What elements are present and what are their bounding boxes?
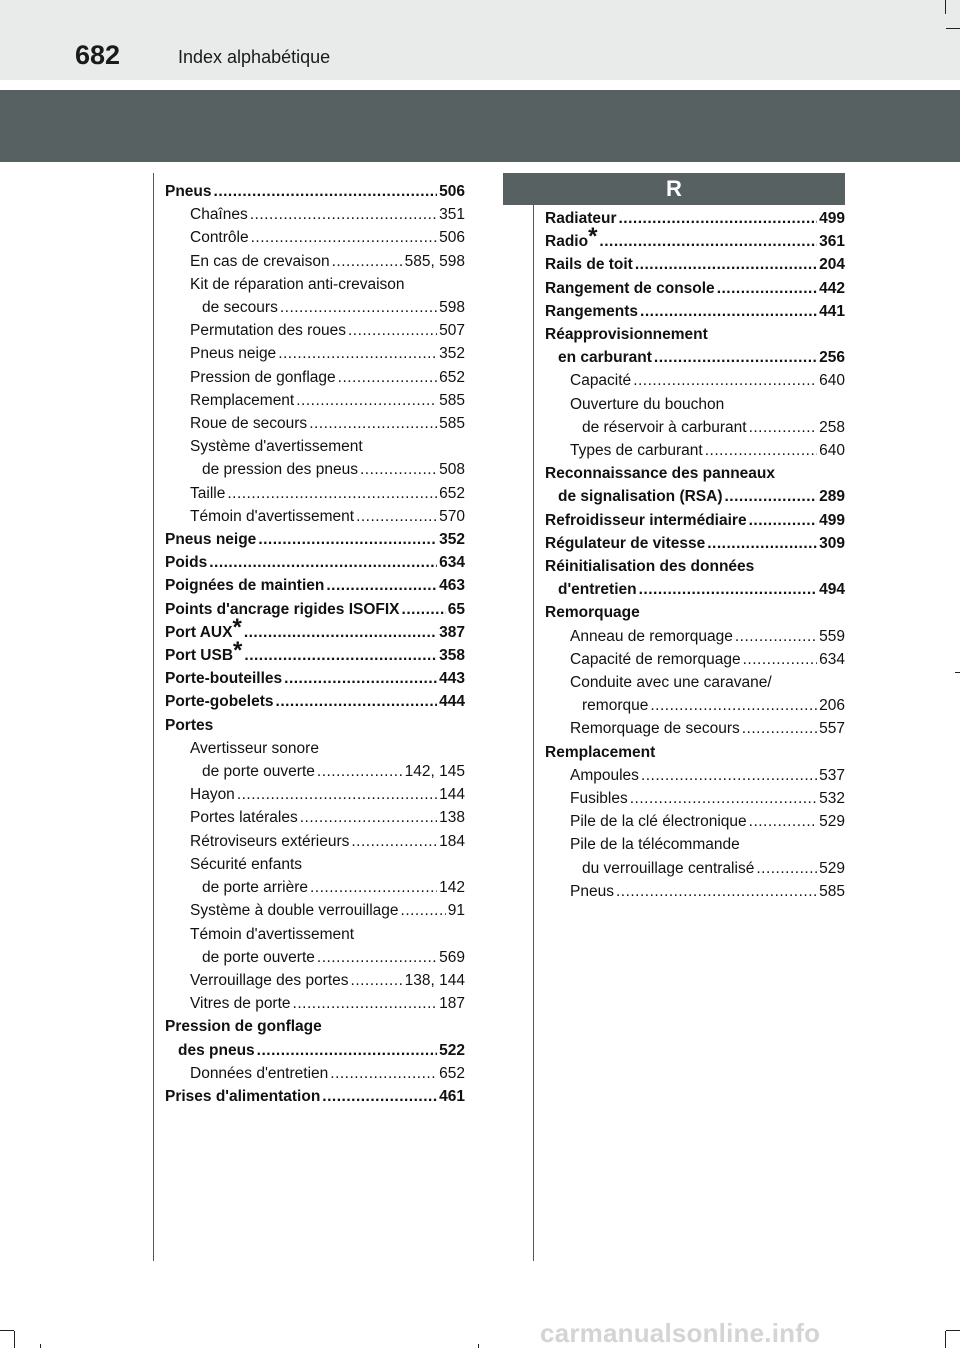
index-entry bbox=[545, 346, 845, 369]
index-entry-page[interactable]: 557 bbox=[819, 720, 845, 738]
header-dark-band bbox=[0, 90, 960, 162]
index-entry bbox=[545, 369, 845, 392]
index-entry-page[interactable]: 506 bbox=[439, 229, 465, 247]
index-entry bbox=[165, 969, 465, 992]
index-entry bbox=[165, 389, 465, 412]
dot-leader bbox=[356, 505, 437, 528]
index-entry-label: Chaînes bbox=[190, 206, 248, 224]
crop-mark bbox=[945, 0, 946, 14]
header-band bbox=[0, 0, 960, 80]
index-entry-label: Pile de la clé électronique bbox=[570, 813, 747, 831]
index-entry bbox=[165, 226, 465, 249]
dot-leader bbox=[300, 806, 437, 829]
dot-leader bbox=[402, 598, 446, 621]
index-entry-label: Rétroviseurs extérieurs bbox=[190, 832, 350, 850]
index-entry bbox=[165, 1039, 465, 1062]
index-entry-label: Refroidisseur intermédiaire bbox=[545, 511, 747, 529]
crop-mark bbox=[478, 1344, 479, 1348]
index-entry-label: Roue de secours bbox=[190, 415, 308, 433]
dot-leader bbox=[296, 389, 437, 412]
index-entry-page[interactable]: 570 bbox=[439, 507, 465, 525]
index-entry-page[interactable]: 537 bbox=[819, 766, 845, 784]
dot-leader bbox=[756, 857, 817, 880]
dot-leader bbox=[257, 1039, 437, 1062]
index-entry bbox=[165, 760, 465, 783]
index-entry-page[interactable]: 138, 144 bbox=[404, 971, 465, 989]
index-entry-label: remorque bbox=[582, 697, 649, 715]
dot-leader bbox=[309, 412, 437, 435]
index-entry-page[interactable]: 585 bbox=[439, 391, 465, 409]
index-entry bbox=[545, 833, 845, 856]
index-entry bbox=[165, 598, 465, 621]
dot-leader bbox=[237, 783, 437, 806]
index-entry-page[interactable]: 206 bbox=[819, 697, 845, 715]
index-entry-page[interactable]: 585 bbox=[439, 415, 465, 433]
dot-leader bbox=[654, 346, 817, 369]
dot-leader bbox=[250, 203, 437, 226]
dot-leader bbox=[280, 296, 437, 319]
crop-mark bbox=[946, 28, 960, 29]
index-entry-label: Types de carburant bbox=[570, 442, 703, 460]
index-entry bbox=[545, 857, 845, 880]
index-entry bbox=[545, 462, 845, 485]
dot-leader bbox=[725, 485, 818, 508]
index-entry-page[interactable]: 522 bbox=[439, 1041, 465, 1059]
index-entry bbox=[545, 416, 845, 439]
index-entry-label: Pneus bbox=[570, 882, 614, 900]
index-entry bbox=[165, 551, 465, 574]
index-entry-label: Pile de la télécommande bbox=[570, 836, 740, 854]
dot-leader bbox=[351, 969, 403, 992]
index-entry-page[interactable]: 507 bbox=[439, 322, 465, 340]
index-entry-page[interactable]: 187 bbox=[439, 995, 465, 1013]
index-entry bbox=[165, 412, 465, 435]
index-entry bbox=[165, 1015, 465, 1038]
crop-mark bbox=[945, 1331, 946, 1348]
index-entry bbox=[545, 532, 845, 555]
index-entry bbox=[545, 485, 845, 508]
index-entry bbox=[165, 992, 465, 1015]
index-entry bbox=[165, 667, 465, 690]
index-entry-page[interactable]: 444 bbox=[439, 693, 465, 711]
index-entry-page[interactable]: 640 bbox=[819, 372, 845, 390]
index-entry bbox=[545, 509, 845, 532]
index-entry-label: Conduite avec une caravane/ bbox=[570, 674, 772, 692]
left-column-rule bbox=[153, 173, 154, 1261]
index-entry bbox=[165, 853, 465, 876]
index-entry-page[interactable]: 204 bbox=[819, 256, 845, 274]
index-entry bbox=[545, 694, 845, 717]
dot-leader bbox=[322, 1085, 437, 1108]
index-entry-label: Hayon bbox=[190, 786, 235, 804]
index-entry-page[interactable]: 463 bbox=[439, 577, 465, 595]
index-entry-label: Rangements bbox=[545, 302, 639, 320]
index-entry-label: Pression de gonflage bbox=[165, 1018, 322, 1036]
index-entry-page[interactable]: 640 bbox=[819, 442, 845, 460]
index-entry-label: Poignées de maintien bbox=[165, 577, 325, 595]
index-entry bbox=[165, 482, 465, 505]
index-entry-label: Fusibles bbox=[570, 790, 628, 808]
dot-leader bbox=[278, 342, 437, 365]
index-entry-label: Remorquage bbox=[545, 604, 640, 622]
index-entry-label: En cas de crevaison bbox=[190, 252, 330, 270]
dot-leader bbox=[317, 760, 403, 783]
index-entry bbox=[165, 273, 465, 296]
index-entry-page[interactable]: 258 bbox=[819, 418, 845, 436]
index-entry-label: Témoin d'avertissement bbox=[190, 507, 355, 525]
index-entry-label: Permutation des roues bbox=[190, 322, 346, 340]
letter-heading: R bbox=[503, 173, 845, 205]
index-entry bbox=[165, 613, 465, 644]
index-entry bbox=[165, 505, 465, 528]
index-entry bbox=[165, 783, 465, 806]
page-title: Index alphabétique bbox=[178, 47, 331, 67]
index-entry bbox=[545, 880, 845, 903]
index-entry bbox=[165, 690, 465, 713]
index-entry-page[interactable]: 499 bbox=[819, 511, 845, 529]
dot-leader bbox=[351, 830, 437, 853]
index-entry bbox=[165, 1062, 465, 1085]
index-entry-label: Réinitialisation des données bbox=[545, 558, 755, 576]
index-entry-label: Porte-bouteilles bbox=[165, 670, 283, 688]
index-entry-label: Radio bbox=[545, 233, 589, 251]
index-entry-page[interactable]: 529 bbox=[819, 813, 845, 831]
index-entry bbox=[545, 277, 845, 300]
index-entry-page[interactable]: 65 bbox=[447, 600, 465, 618]
index-entry bbox=[165, 830, 465, 853]
index-entry bbox=[165, 296, 465, 319]
dot-leader bbox=[276, 690, 438, 713]
index-entry-page[interactable]: 184 bbox=[439, 832, 465, 850]
index-entry bbox=[165, 737, 465, 760]
dot-leader bbox=[707, 532, 817, 555]
index-entry bbox=[545, 741, 845, 764]
index-entry-label: Remplacement bbox=[545, 743, 656, 761]
dot-leader bbox=[633, 369, 817, 392]
index-entry bbox=[165, 923, 465, 946]
index-entry-page[interactable]: 442 bbox=[819, 279, 845, 297]
index-entry-label: Pneus neige bbox=[190, 345, 277, 363]
dot-leader bbox=[650, 694, 817, 717]
index-entry-page[interactable]: 309 bbox=[819, 534, 845, 552]
index-entry-page[interactable]: 494 bbox=[819, 581, 845, 599]
index-entry-label: Sécurité enfants bbox=[190, 855, 303, 873]
index-entry-label: de secours bbox=[202, 299, 278, 317]
index-entry bbox=[545, 439, 845, 462]
index-entry-label: Témoin d'avertissement bbox=[190, 925, 355, 943]
dot-leader bbox=[330, 1062, 437, 1085]
dot-leader bbox=[735, 625, 817, 648]
dot-leader bbox=[326, 574, 437, 597]
index-entry-page[interactable]: 358 bbox=[439, 647, 465, 665]
index-entry bbox=[165, 637, 465, 667]
index-entry bbox=[165, 203, 465, 226]
dot-leader bbox=[635, 253, 817, 276]
index-entry-page[interactable]: 351 bbox=[439, 206, 465, 224]
index-entry bbox=[165, 180, 465, 203]
index-entry-label: Rails de toit bbox=[545, 256, 633, 274]
dot-leader bbox=[310, 876, 437, 899]
index-entry-label: de porte arrière bbox=[202, 879, 308, 897]
index-entry bbox=[545, 717, 845, 740]
index-entry bbox=[165, 1085, 465, 1108]
dot-leader bbox=[599, 230, 817, 253]
index-entry bbox=[165, 250, 465, 273]
index-entry-label: Remplacement bbox=[190, 391, 295, 409]
index-entry-page[interactable]: 142, 145 bbox=[404, 763, 465, 781]
crop-mark bbox=[955, 672, 960, 673]
dot-leader bbox=[619, 207, 818, 230]
dot-leader bbox=[360, 458, 437, 481]
index-entry-label: Système à double verrouillage bbox=[190, 902, 399, 920]
dot-leader bbox=[630, 787, 817, 810]
dot-leader bbox=[258, 528, 437, 551]
index-entry-label: Porte-gobelets bbox=[165, 693, 274, 711]
index-entry bbox=[165, 366, 465, 389]
index-entry-label: du verrouillage centralisé bbox=[582, 859, 755, 877]
index-entry bbox=[165, 899, 465, 922]
index-entry bbox=[545, 601, 845, 624]
index-entry bbox=[545, 578, 845, 601]
dot-leader bbox=[338, 366, 437, 389]
index-entry-page[interactable]: 652 bbox=[439, 1064, 465, 1082]
index-entry bbox=[165, 435, 465, 458]
index-entry-label: Pneus bbox=[165, 183, 212, 200]
crop-mark bbox=[40, 1344, 41, 1348]
index-entry-page[interactable]: 532 bbox=[819, 790, 845, 808]
index-entry-label: Portes latérales bbox=[190, 809, 298, 827]
index-entry-page[interactable]: 598 bbox=[439, 299, 465, 317]
index-entry-label: de porte ouverte bbox=[202, 948, 315, 966]
dot-leader bbox=[284, 667, 437, 690]
index-entry bbox=[165, 319, 465, 342]
index-entry-page[interactable]: 585, 598 bbox=[404, 252, 465, 270]
dot-leader bbox=[616, 880, 817, 903]
index-entry-label: Verrouillage des portes bbox=[190, 971, 349, 989]
index-entry-label: Ouverture du bouchon bbox=[570, 395, 725, 413]
index-entry-label: Taille bbox=[190, 484, 226, 502]
index-entry-page[interactable]: 289 bbox=[819, 488, 845, 506]
index-entry-label: Port USB bbox=[165, 647, 234, 665]
index-entry-label: Reconnaissance des panneaux bbox=[545, 465, 776, 483]
dot-leader bbox=[641, 764, 817, 787]
dot-leader bbox=[749, 509, 818, 532]
index-entry-label: de réservoir à carburant bbox=[582, 418, 747, 436]
dot-leader bbox=[749, 416, 818, 439]
asterisk-mark: * bbox=[233, 637, 243, 665]
index-entry bbox=[165, 458, 465, 481]
index-entry-label: Remorquage de secours bbox=[570, 720, 740, 738]
index-entry-page[interactable]: 142 bbox=[439, 879, 465, 897]
index-entry bbox=[165, 806, 465, 829]
dot-leader bbox=[401, 899, 446, 922]
index-entry-page[interactable]: 559 bbox=[819, 627, 845, 645]
index-entry-page[interactable]: 441 bbox=[819, 302, 845, 320]
index-entry-page[interactable]: 144 bbox=[439, 786, 465, 804]
index-entry bbox=[545, 648, 845, 671]
index-entry-label: des pneus bbox=[178, 1041, 255, 1059]
index-entry-page[interactable]: 138 bbox=[439, 809, 465, 827]
index-entry-label: Vitres de porte bbox=[190, 995, 291, 1013]
index-entry-label: Pneus neige bbox=[165, 531, 257, 549]
index-entry-label: Capacité bbox=[570, 372, 632, 390]
index-entry bbox=[545, 253, 845, 276]
page-number: 682 bbox=[75, 40, 121, 70]
asterisk-mark: * bbox=[588, 223, 598, 251]
index-entry bbox=[545, 671, 845, 694]
dot-leader bbox=[743, 648, 818, 671]
footer-watermark: carmanualsonline.info bbox=[540, 1318, 821, 1348]
index-entry-label: de porte ouverte bbox=[202, 763, 315, 781]
index-entry-label: Contrôle bbox=[190, 229, 249, 247]
index-entry-label: Ampoules bbox=[570, 766, 639, 784]
index-entry bbox=[545, 223, 845, 253]
index-entry-page[interactable]: 361 bbox=[819, 233, 845, 251]
index-entry-label: Réapprovisionnement bbox=[545, 326, 708, 344]
dot-leader bbox=[705, 439, 817, 462]
index-entry-page[interactable]: 256 bbox=[819, 349, 845, 367]
index-entry-label: Port AUX bbox=[165, 623, 233, 641]
dot-leader bbox=[251, 226, 438, 249]
index-entry-label: Prises d'alimentation bbox=[165, 1087, 321, 1105]
index-entry bbox=[165, 714, 465, 737]
index-entry-page[interactable]: 352 bbox=[439, 531, 465, 549]
index-entry bbox=[545, 323, 845, 346]
index-entry bbox=[545, 810, 845, 833]
dot-leader bbox=[742, 717, 817, 740]
index-entry-page[interactable]: 91 bbox=[447, 902, 465, 920]
index-entry-page[interactable]: 387 bbox=[439, 623, 465, 641]
index-entry-page[interactable]: 634 bbox=[819, 650, 845, 668]
dot-leader bbox=[717, 277, 817, 300]
index-entry-page[interactable]: 506 bbox=[439, 183, 465, 200]
index-entry-label: Portes bbox=[165, 716, 214, 734]
index-entry bbox=[545, 764, 845, 787]
dot-leader bbox=[293, 992, 438, 1015]
dot-leader bbox=[244, 621, 437, 644]
crop-mark bbox=[0, 1330, 14, 1331]
index-entry-page[interactable]: 652 bbox=[439, 368, 465, 386]
index-entry-page[interactable]: 499 bbox=[819, 210, 845, 227]
right-column-rule bbox=[533, 173, 534, 1261]
index-entry-label: Rangement de console bbox=[545, 279, 715, 297]
index-entry-page[interactable]: 508 bbox=[439, 461, 465, 479]
dot-leader bbox=[640, 300, 817, 323]
index-entry-label: Poids bbox=[165, 554, 208, 572]
index-entry-label: Données d'entretien bbox=[190, 1064, 329, 1082]
index-entry bbox=[165, 876, 465, 899]
index-entry-label: de pression des pneus bbox=[202, 461, 358, 479]
index-entry bbox=[165, 342, 465, 365]
index-entry-page[interactable]: 443 bbox=[439, 670, 465, 688]
dot-leader bbox=[317, 946, 437, 969]
index-entry-page[interactable]: 569 bbox=[439, 948, 465, 966]
dot-leader bbox=[209, 551, 437, 574]
index-entry-label: Système d'avertissement bbox=[190, 438, 363, 456]
index-entry-label: Avertisseur sonore bbox=[190, 739, 319, 757]
index-entry-label: de signalisation (RSA) bbox=[558, 488, 723, 506]
index-entry bbox=[165, 528, 465, 551]
index-entry-label: d'entretien bbox=[558, 581, 637, 599]
index-entry-label: en carburant bbox=[558, 349, 652, 367]
index-column-right bbox=[545, 207, 845, 903]
index-entry bbox=[545, 787, 845, 810]
index-entry bbox=[165, 946, 465, 969]
index-entry-label: Kit de réparation anti-crevaison bbox=[190, 275, 405, 293]
dot-leader bbox=[749, 810, 817, 833]
dot-leader bbox=[227, 482, 437, 505]
index-entry-page[interactable]: 652 bbox=[439, 484, 465, 502]
index-entry-page[interactable]: 634 bbox=[439, 554, 465, 572]
index-entry bbox=[545, 300, 845, 323]
index-entry-page[interactable]: 529 bbox=[819, 859, 845, 877]
index-entry-label: Capacité de remorquage bbox=[570, 650, 741, 668]
crop-mark bbox=[14, 1331, 15, 1348]
index-entry bbox=[545, 393, 845, 416]
index-entry-page[interactable]: 585 bbox=[819, 882, 845, 900]
index-entry bbox=[545, 625, 845, 648]
dot-leader bbox=[348, 319, 437, 342]
index-entry-page[interactable]: 461 bbox=[439, 1087, 465, 1105]
dot-leader bbox=[244, 644, 437, 667]
dot-leader bbox=[214, 180, 438, 203]
index-entry-label: Pression de gonflage bbox=[190, 368, 336, 386]
index-entry-label: Points d'ancrage rigides ISOFIX bbox=[165, 600, 400, 618]
index-entry-page[interactable]: 352 bbox=[439, 345, 465, 363]
index-entry-label: Régulateur de vitesse bbox=[545, 534, 706, 552]
asterisk-mark: * bbox=[232, 613, 242, 641]
crop-mark bbox=[946, 1330, 960, 1331]
index-entry bbox=[165, 574, 465, 597]
dot-leader bbox=[639, 578, 818, 601]
dot-leader bbox=[332, 250, 403, 273]
index-column-left bbox=[165, 180, 465, 1108]
index-entry-label: Anneau de remorquage bbox=[570, 627, 733, 645]
index-entry-label: Radiateur bbox=[545, 210, 617, 227]
index-entry bbox=[545, 555, 845, 578]
